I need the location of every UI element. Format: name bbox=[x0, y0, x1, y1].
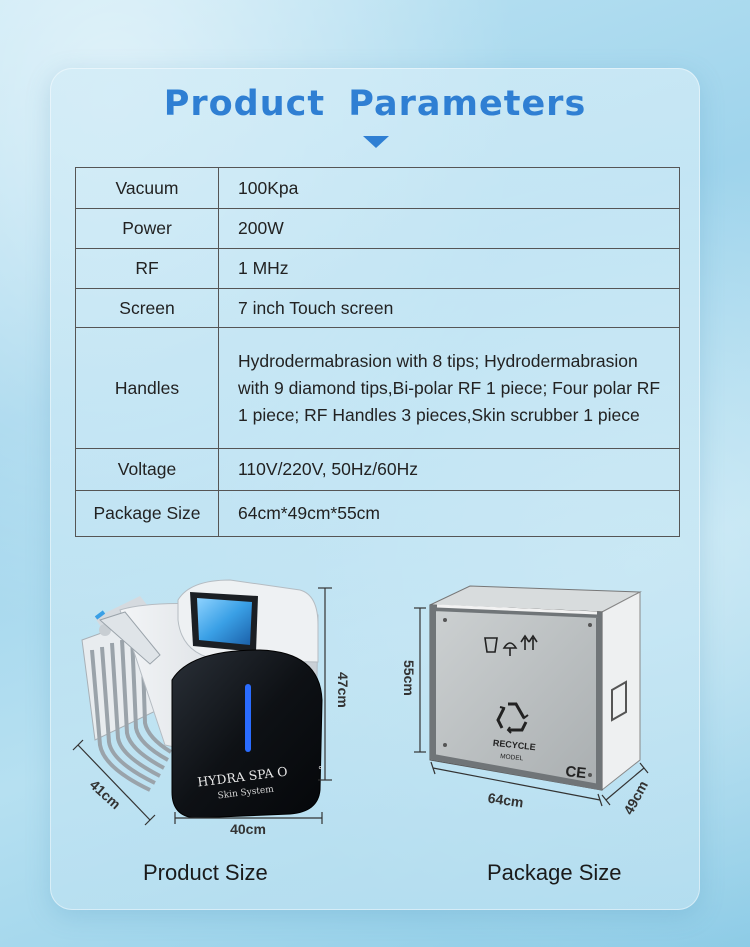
param-key: Vacuum bbox=[76, 168, 219, 209]
touch-screen bbox=[197, 598, 252, 645]
machine-illustration bbox=[82, 580, 323, 818]
product-size-caption: Product Size bbox=[143, 860, 268, 885]
param-value: Hydrodermabrasion with 8 tips; Hydrodermabrasion with 9 diamond tips,Bi-polar RF 1 piece; Four polar RF 1 piece; RF Handles 3 pieces,Skin scrubber 1 piece bbox=[219, 328, 680, 449]
param-value: 100Kpa bbox=[219, 168, 680, 209]
package-size-caption: Package Size bbox=[487, 860, 622, 885]
led-strip bbox=[245, 684, 251, 752]
param-value: 64cm*49cm*55cm bbox=[219, 491, 680, 537]
param-key: Voltage bbox=[76, 449, 219, 491]
param-key: Handles bbox=[76, 328, 219, 449]
package-width-label: 64cm bbox=[486, 789, 525, 811]
recycle-label: RECYCLE bbox=[492, 737, 537, 753]
package-height-label: 55cm bbox=[401, 660, 417, 696]
model-label: MODEL bbox=[499, 753, 524, 763]
brand-label: HYDRA SPA O bbox=[196, 763, 289, 790]
param-value: 7 inch Touch screen bbox=[219, 289, 680, 328]
param-key: RF bbox=[76, 249, 219, 289]
param-value: 1 MHz bbox=[219, 249, 680, 289]
product-height-label: 47cm bbox=[335, 672, 351, 708]
param-value: 110V/220V, 50Hz/60Hz bbox=[219, 449, 680, 491]
product-depth-label: 41cm bbox=[86, 776, 125, 813]
param-key: Screen bbox=[76, 289, 219, 328]
page-title: Product Parameters bbox=[163, 84, 587, 124]
svg-text:°: ° bbox=[318, 766, 323, 776]
param-key: Package Size bbox=[76, 491, 219, 537]
package-depth-label: 49cm bbox=[620, 778, 652, 818]
product-width-label: 40cm bbox=[230, 821, 266, 837]
package-crate-illustration bbox=[430, 586, 640, 790]
ce-mark: CE bbox=[564, 763, 588, 783]
param-key: Power bbox=[76, 209, 219, 249]
brand-subtitle: Skin System bbox=[217, 784, 275, 802]
param-value: 200W bbox=[219, 209, 680, 249]
